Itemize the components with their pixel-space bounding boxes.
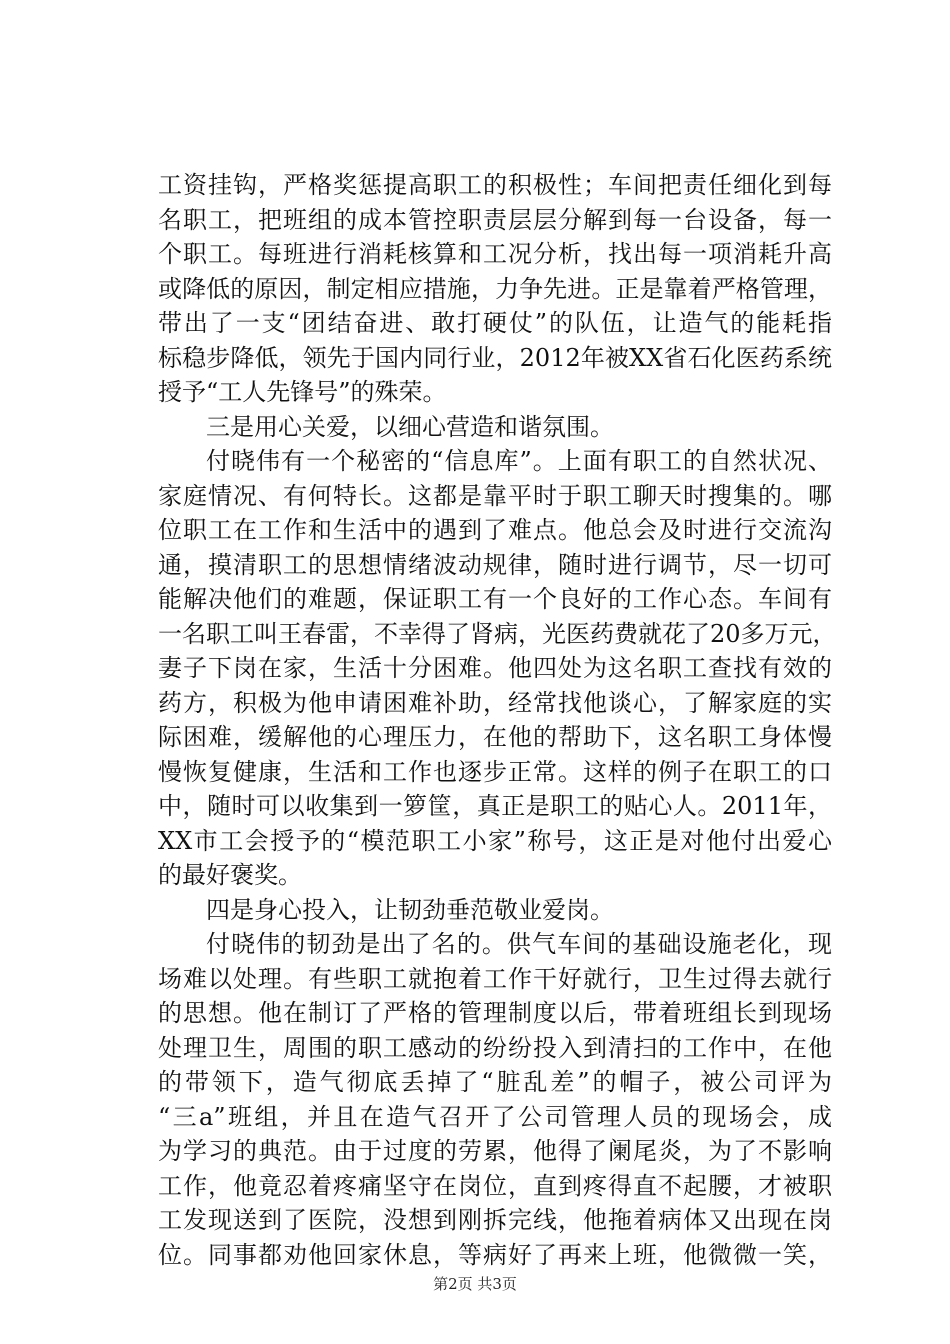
text-line: 的最好褒奖。 (158, 861, 302, 889)
text-line: 为学习的典范。由于过度的劳累，他得了阑尾炎，为了不影响 (158, 1137, 832, 1165)
text-line: 个职工。每班进行消耗核算和工况分析，找出每一项消耗升高 (158, 240, 832, 268)
text-line: 四是身心投入，让韧劲垂范敬业爱岗。 (206, 895, 614, 924)
text-line: 工发现送到了医院，没想到刚拆完线，他拖着病体又出现在岗 (158, 1206, 832, 1234)
text-line: 场难以处理。有些职工就抱着工作干好就行，卫生过得去就行 (158, 964, 832, 993)
text-line: 三是用心关爱，以细心营造和谐氛围。 (206, 412, 614, 441)
text-line: 标稳步降低，领先于国内同行业，2012年被XX省石化医药系统 (158, 343, 832, 372)
text-line: 付晓伟有一个秘密的“信息库”。上面有职工的自然状况、 (206, 447, 832, 475)
text-line: 药方，积极为他申请困难补助，经常找他谈心，了解家庭的实 (158, 688, 832, 717)
text-line: 际困难，缓解他的心理压力，在他的帮助下，这名职工身体慢 (158, 723, 832, 751)
document-body (158, 168, 837, 1272)
text-line: “三a”班组，并且在造气召开了公司管理人员的现场会，成 (158, 1102, 832, 1131)
text-line: 名职工，把班组的成本管控职责层层分解到每一台设备，每一 (158, 205, 832, 234)
text-line: 通，摸清职工的思想情绪波动规律，随时进行调节，尽一切可 (158, 550, 832, 579)
text-line: 中，随时可以收集到一箩筐，真正是职工的贴心人。2011年， (158, 792, 832, 820)
text-line: 慢恢复健康，生活和工作也逐步正常。这样的例子在职工的口 (158, 757, 832, 786)
text-line: 位。同事都劝他回家休息，等病好了再来上班，他微微一笑， (158, 1240, 832, 1269)
text-line: 处理卫生，周围的职工感动的纷纷投入到清扫的工作中，在他 (158, 1033, 832, 1062)
text-line: 的带领下，造气彻底丢掉了“脏乱差”的帽子，被公司评为 (158, 1068, 832, 1096)
text-line: 妻子下岗在家，生活十分困难。他四处为这名职工查找有效的 (158, 654, 832, 682)
text-line: XX市工会授予的“模范职工小家”称号，这正是对他付出爱心 (158, 826, 832, 855)
text-line: 工作，他竟忍着疼痛坚守在岗位，直到疼得直不起腰，才被职 (158, 1171, 832, 1200)
text-line: 授予“工人先锋号”的殊荣。 (158, 378, 447, 406)
text-line: 的思想。他在制订了严格的管理制度以后，带着班组长到现场 (158, 999, 832, 1027)
text-line: 能解决他们的难题，保证职工有一个良好的工作心态。车间有 (158, 585, 832, 613)
text-line: 付晓伟的韧劲是出了名的。供气车间的基础设施老化，现 (206, 930, 832, 958)
text-line: 一名职工叫王春雷，不幸得了肾病，光医药费就花了20多万元， (158, 619, 837, 648)
text-line: 工资挂钩，严格奖惩提高职工的积极性；车间把责任细化到每 (158, 171, 832, 199)
page-footer: 第2页 共3页 (433, 1275, 517, 1293)
text-line: 带出了一支“团结奋进、敢打硬仗”的队伍，让造气的能耗指 (158, 309, 832, 337)
text-line: 或降低的原因，制定相应措施，力争先进。正是靠着严格管理， (158, 274, 832, 303)
text-line: 位职工在工作和生活中的遇到了难点。他总会及时进行交流沟 (158, 516, 832, 544)
text-line: 家庭情况、有何特长。这都是靠平时于职工聊天时搜集的。哪 (158, 481, 832, 510)
